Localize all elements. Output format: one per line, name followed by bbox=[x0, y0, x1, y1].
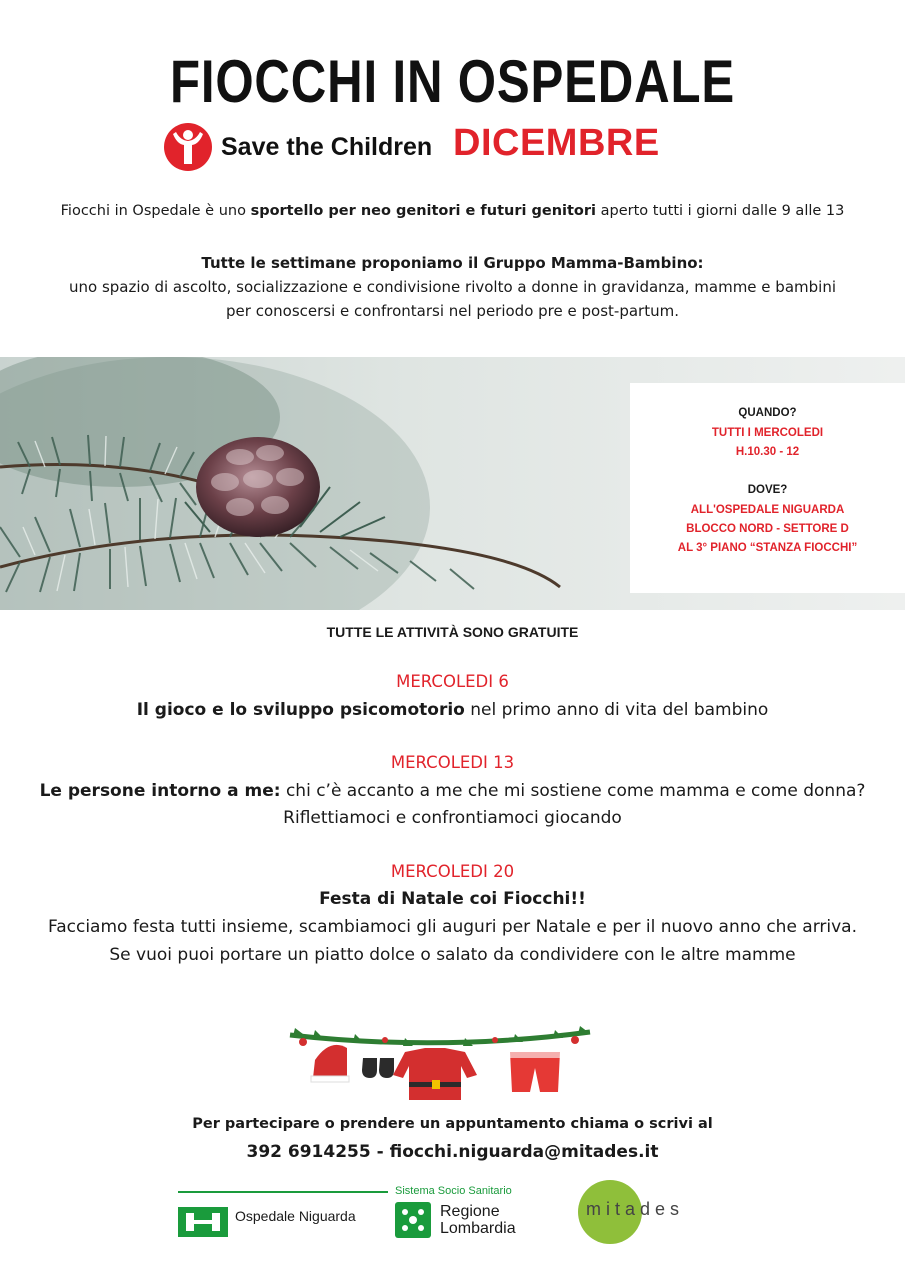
where-line2: BLOCCO NORD - SETTORE D bbox=[686, 523, 849, 535]
month-label: DICEMBRE bbox=[453, 122, 660, 164]
event-description: Il gioco e lo sviluppo psicomotorio nel primo anno di vita del bambino bbox=[136, 700, 769, 720]
regione-name: Regione Lombardia bbox=[440, 1203, 516, 1237]
page-title: FIOCCHI IN OSPEDALE bbox=[169, 48, 736, 115]
intro-text: Fiocchi in Ospedale è uno sportello per neo genitori e futuri genitori aperto tutti i giorni dalle 9 alle 13 bbox=[60, 203, 845, 219]
christmas-garland-icon bbox=[285, 1020, 595, 1105]
group-description-line2: per conoscersi e confrontarsi nel periodo pre e post-partum. bbox=[226, 302, 679, 320]
when-label: QUANDO? bbox=[738, 407, 797, 419]
regione-lombardia-logo-icon bbox=[395, 1202, 431, 1238]
save-the-children-logo-icon bbox=[163, 122, 213, 172]
when-time: H.10.30 - 12 bbox=[735, 446, 800, 458]
group-heading: Tutte le settimane proponiamo il Gruppo Mamma-Bambino: bbox=[201, 254, 704, 272]
contact-phone-email: 392 6914255 - fiocchi.niguarda@mitades.it bbox=[246, 1142, 659, 1162]
free-activities-note: TUTTE LE ATTIVITÀ SONO GRATUITE bbox=[326, 624, 579, 640]
where-line1: ALL'OSPEDALE NIGUARDA bbox=[690, 504, 845, 516]
contact-line1: Per partecipare o prendere un appuntamento chiama o scrivi al bbox=[192, 1116, 713, 1132]
event-title: Festa di Natale coi Fiocchi!! bbox=[319, 889, 586, 909]
where-line3: AL 3° PIANO “STANZA FIOCCHI” bbox=[677, 542, 858, 554]
when-where-box bbox=[630, 383, 905, 593]
event-date: MERCOLEDI 6 bbox=[396, 672, 509, 691]
where-label: DOVE? bbox=[747, 484, 788, 496]
event-date: MERCOLEDI 13 bbox=[390, 753, 515, 772]
event-description-line2: Riflettiamoci e confrontiamoci giocando bbox=[283, 808, 622, 828]
event-description: Le persone intorno a me: chi c’è accanto a me che mi sostiene come mamma e come donna? bbox=[39, 781, 866, 801]
group-description-line1: uno spazio di ascolto, socializzazione e condivisione rivolto a donne in gravidanza, mamme e bambini bbox=[69, 278, 836, 296]
divider bbox=[178, 1191, 388, 1193]
save-the-children-wordmark: Save the Children bbox=[221, 133, 433, 161]
mitades-logo-text: mitades bbox=[586, 1199, 685, 1219]
event-description-line2: Se vuoi puoi portare un piatto dolce o salato da condividere con le altre mamme bbox=[109, 945, 796, 965]
sistema-label: Sistema Socio Sanitario bbox=[395, 1185, 512, 1197]
niguarda-logo-icon bbox=[178, 1207, 228, 1237]
niguarda-name: Ospedale Niguarda bbox=[235, 1208, 356, 1224]
event-date: MERCOLEDI 20 bbox=[390, 862, 515, 881]
when-day: TUTTI I MERCOLEDI bbox=[711, 427, 824, 439]
event-description: Facciamo festa tutti insieme, scambiamoci gli auguri per Natale e per il nuovo anno che arriva. bbox=[47, 917, 858, 937]
